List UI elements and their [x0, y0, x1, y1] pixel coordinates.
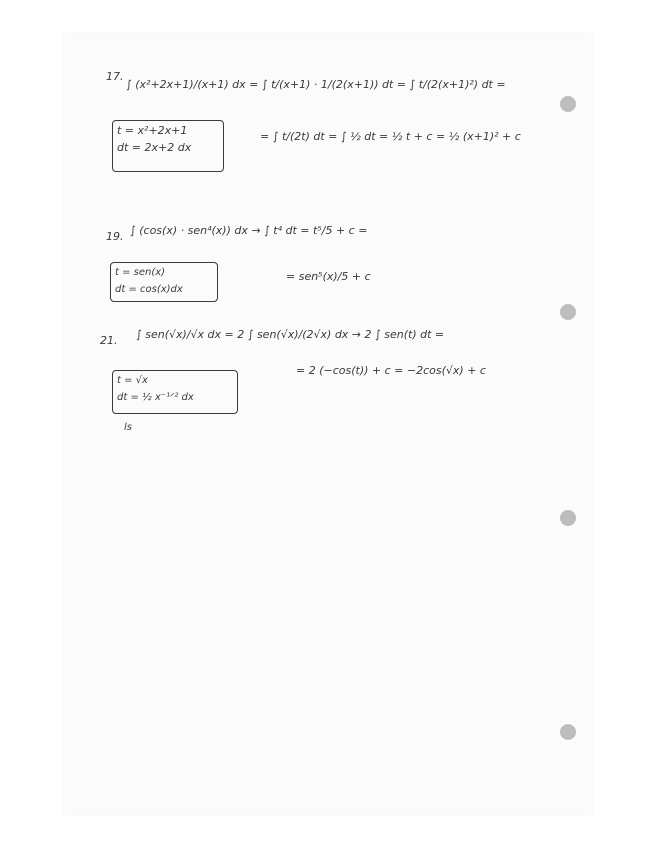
binder-hole [560, 724, 576, 740]
problem-21-integral: ∫ sen(√x)/√x dx = 2 ∫ sen(√x)/(2√x) dx → 2 ∫ sen(t) dt = [136, 328, 445, 341]
substitution-box-21 [112, 370, 238, 414]
substitution-t-19: t = sen(x) [115, 267, 166, 278]
substitution-t-17: t = x²+2x+1 [117, 124, 188, 137]
problem-17-result: = ∫ t/(2t) dt = ∫ ½ dt = ½ t + c = ½ (x+1)² + c [260, 130, 521, 143]
binder-hole [560, 304, 576, 320]
substitution-dt-17: dt = 2x+2 dx [117, 141, 192, 154]
binder-hole [560, 96, 576, 112]
problem-21-result: = 2 (−cos(t)) + c = −2cos(√x) + c [296, 364, 486, 377]
substitution-t-21: t = √x [117, 375, 148, 386]
notebook-page [64, 34, 592, 814]
problem-19-result: = sen⁵(x)/5 + c [286, 270, 371, 283]
substitution-box-19 [110, 262, 218, 302]
binder-hole [560, 510, 576, 526]
problem-19-number: 19. [106, 230, 124, 243]
problem-17-integral: ∫ (x²+2x+1)/(x+1) dx = ∫ t/(x+1) · 1/(2(x+1)) dt = ∫ t/(2(x+1)²) dt = [126, 78, 506, 91]
problem-17-number: 17. [106, 70, 124, 83]
substitution-box-17 [112, 120, 224, 172]
problem-21-number: 21. [100, 334, 118, 347]
substitution-dt-19: dt = cos(x)dx [115, 284, 183, 295]
problem-19-integral: ∫ (cos(x) · sen⁴(x)) dx → ∫ t⁴ dt = t⁵/5 + c = [130, 224, 368, 237]
substitution-dt-21: dt = ½ x⁻¹ᐟ² dx [117, 392, 194, 403]
stray-mark: ls [124, 422, 132, 433]
